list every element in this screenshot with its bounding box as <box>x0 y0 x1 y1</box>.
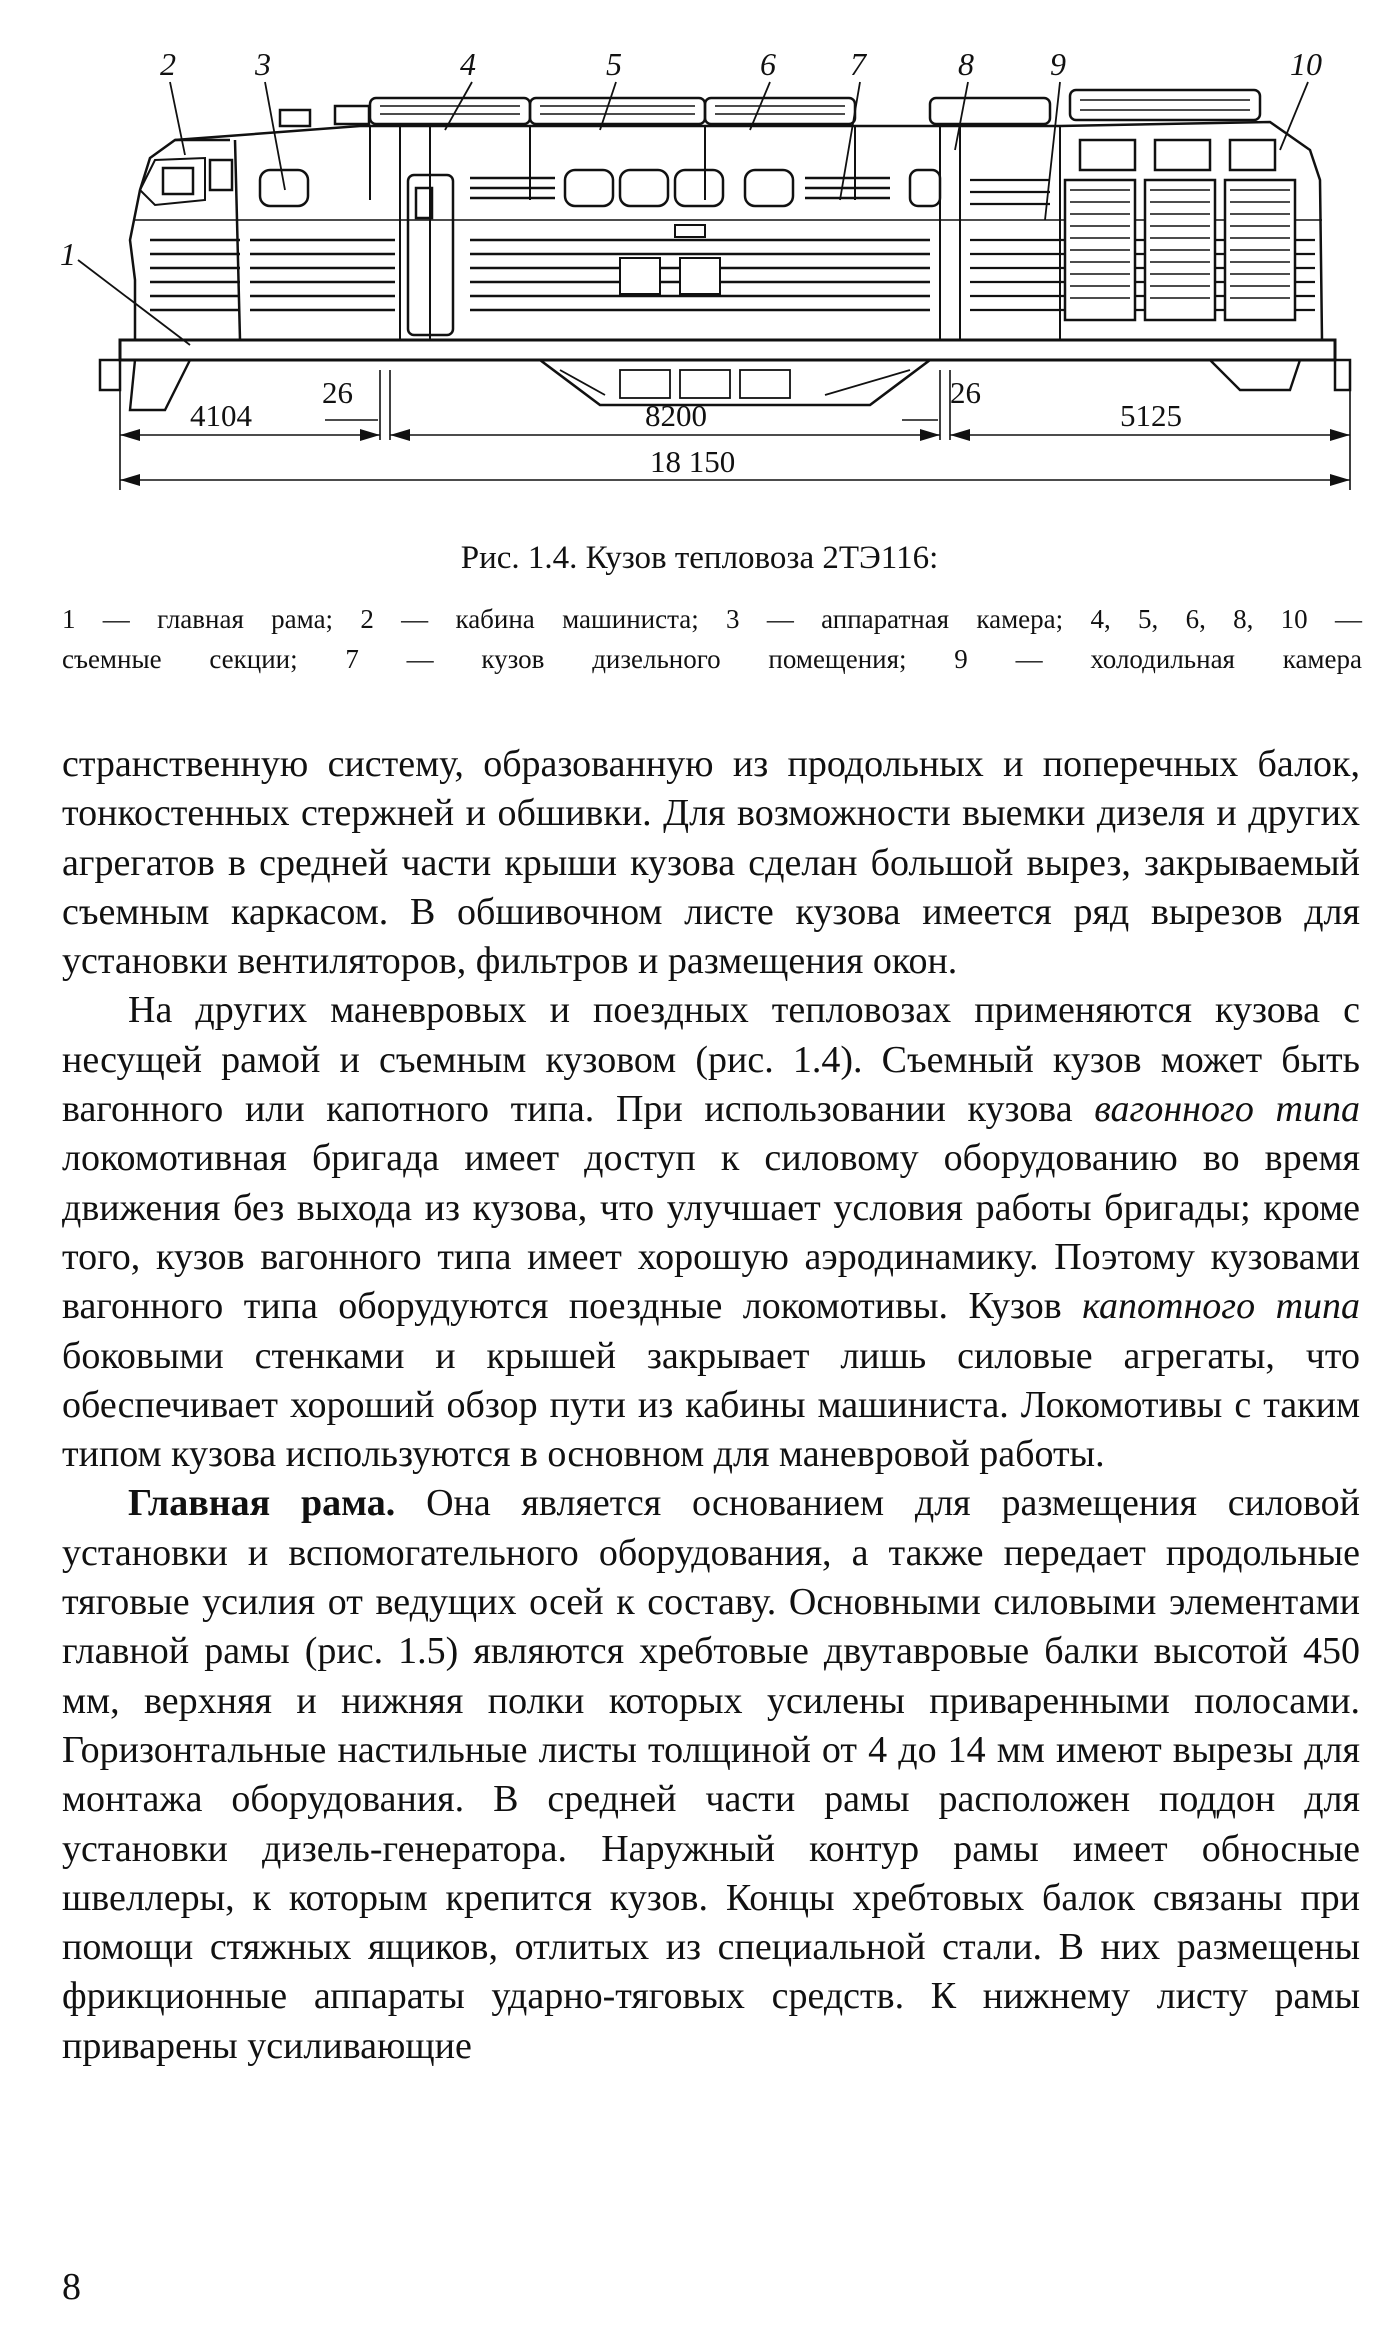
dim-gap-left: 26 <box>322 375 353 410</box>
dim-total: 18 150 <box>650 444 736 479</box>
term-wagon-type: вагонного типа <box>1094 1088 1360 1131</box>
figure-caption-title: Рис. 1.4. Кузов тепловоза 2ТЭ116: <box>460 540 939 576</box>
part-label-9: 9 <box>1050 46 1066 82</box>
part-label-2: 2 <box>160 46 176 82</box>
figure-legend-line-2: съемные секции; 7 — кузов дизельного помещения; 9 — холодильная камера <box>62 644 1362 674</box>
part-label-3: 3 <box>255 46 271 82</box>
paragraph-3-body: Она является основанием для размещения силовой установки и вспомогательного оборудования, а также передает продольные тяговые усилия от ведущих осей к составу. Основными силовыми элементами главной рамы (рис. 1.5) являются хребтовые двутавровые балки высотой 450 мм, верхняя и нижняя полки которых усилены приваренными полосами. Горизонтальные настильные листы толщиной от 4 до 14 мм имеют вырезы для монтажа оборудования. В средней части рамы расположен поддон для установки дизель-генератора. Наружный контур рамы имеет обносные швеллеры, к которым крепится кузов. Концы хребтовых балок связаны при помощи стяжных ящиков, отлитых из специальной стали. В них размещены фрикционные аппараты ударно-тяговых средств. К нижнему листу рамы приварены усиливающие <box>62 1482 1360 2067</box>
dim-middle: 8200 <box>645 398 707 433</box>
paragraph-2-part-a: На других маневровых и поездных тепловозах применяются кузова с несущей рамой и съемным кузовом (рис. 1.4). Съемный кузов может быть вагонного или капотного типа. При использовании кузова <box>62 989 1360 1131</box>
figure-legend-line-1: 1 — главная рама; 2 — кабина машиниста; 3 — аппаратная камера; 4, 5, 6, 8, 10 — <box>62 604 1362 634</box>
body-text <box>62 740 1360 2071</box>
part-label-6: 6 <box>760 46 776 82</box>
part-label-7: 7 <box>850 46 866 82</box>
part-label-8: 8 <box>958 46 974 82</box>
dim-gap-right: 26 <box>950 375 981 410</box>
paragraph-2-part-c: боковыми стенками и крышей закрывает лишь силовые агрегаты, что обеспечивает хороший обзор пути из кабины машиниста. Локомотивы с таким типом кузова используются в основном для маневровой работы. <box>62 1334 1360 1476</box>
locomotive-body-figure <box>60 40 1360 510</box>
part-label-5: 5 <box>606 46 622 82</box>
dim-rear: 5125 <box>1120 398 1182 433</box>
paragraph-2-part-b: локомотивная бригада имеет доступ к силовому оборудованию во время движения без выхода из кузова, что улучшает условия работы бригады; кроме того, кузов вагонного типа имеет хорошую аэродинамику. Поэтому кузовами вагонного типа оборудуются поездные локомотивы. Кузов <box>62 1137 1360 1328</box>
term-hood-type: капотного типа <box>1082 1285 1361 1328</box>
section-heading-main-frame: Главная рама. <box>128 1482 396 1525</box>
paragraph-3 <box>62 1479 1360 2071</box>
paragraph-2 <box>62 986 1360 1479</box>
page-number: 8 <box>62 2266 81 2308</box>
part-label-10: 10 <box>1290 46 1322 82</box>
paragraph-1: странственную систему, образованную из продольных и поперечных балок, тонкостенных стержней и обшивки. Для возможности выемки дизеля и других агрегатов в средней части крыши кузова сделан большой вырез, закрываемый съемным каркасом. В обшивочном листе кузова имеется ряд вырезов для установки вентиляторов, фильтров и размещения окон. <box>62 743 1360 983</box>
part-label-1: 1 <box>60 236 76 272</box>
dim-front: 4104 <box>190 398 252 433</box>
part-label-4: 4 <box>460 46 476 82</box>
